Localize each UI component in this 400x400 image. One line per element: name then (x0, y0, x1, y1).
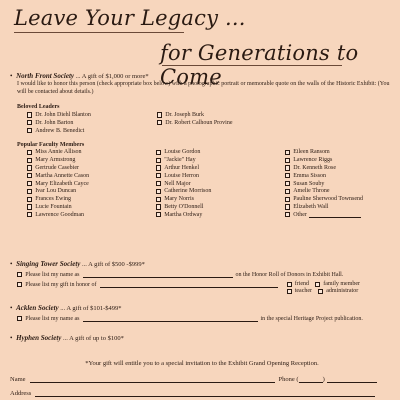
checkbox[interactable] (27, 204, 32, 209)
checkbox[interactable] (285, 197, 290, 202)
checkbox[interactable] (156, 189, 161, 194)
faculty-column-2 (156, 149, 279, 219)
faculty-option[interactable]: Martha Annette Cason (27, 172, 150, 180)
faculty-option[interactable]: Pauline Sherwood Townsend (285, 195, 400, 203)
bullet-icon: • (10, 72, 13, 80)
phone-input[interactable] (327, 376, 377, 383)
faculty-option[interactable]: Miss Annie Allison (27, 149, 150, 157)
phone-label: Phone ( (278, 376, 299, 383)
name-phone-row (10, 376, 394, 383)
checkbox[interactable] (285, 150, 290, 155)
checkbox[interactable] (157, 112, 162, 117)
leader-option[interactable]: Dr. John Diehl Blanton (27, 111, 157, 119)
acklen-section (10, 304, 394, 323)
checkbox[interactable] (287, 289, 292, 294)
checkbox[interactable] (285, 212, 290, 217)
faculty-option[interactable]: Lucie Fountain (27, 203, 150, 211)
address-row (10, 390, 394, 397)
faculty-option[interactable]: Louise Herron (156, 172, 279, 180)
faculty-option[interactable]: Martha Ordway (156, 211, 279, 219)
checkbox[interactable] (285, 189, 290, 194)
faculty-label: Popular Faculty Members (17, 141, 85, 148)
faculty-option[interactable]: Lawrence Goodman (27, 211, 150, 219)
faculty-option[interactable]: Catherine Morrison (156, 188, 279, 196)
hyphen-section (10, 334, 394, 343)
headline-underline-2 (162, 65, 342, 66)
checkbox[interactable] (156, 173, 161, 178)
address-label: Address (10, 390, 32, 397)
leader-option[interactable]: Dr. Robert Calhoun Provine (157, 119, 317, 127)
checkbox[interactable] (27, 120, 32, 125)
faculty-option[interactable]: Ivar Lou Duncan (27, 188, 150, 196)
beloved-leaders-label: Beloved Leaders (17, 104, 60, 111)
bullet-icon: • (10, 334, 13, 342)
checkbox[interactable] (27, 150, 32, 155)
faculty-option[interactable]: "Jackie" Hay (156, 156, 279, 164)
area-code-input[interactable] (299, 376, 323, 383)
name-label: Name (10, 376, 26, 383)
faculty-column-3 (285, 149, 400, 219)
north-front-title: North Front Society (16, 72, 75, 80)
faculty-option[interactable]: Amelie Throne (285, 188, 400, 196)
faculty-option[interactable]: Other (285, 211, 400, 219)
beloved-leaders-grid (27, 111, 394, 134)
singing-tower-option-2: Please list my gift in honor of friend family member teacher administrator (10, 281, 394, 295)
bullet-icon: • (10, 304, 13, 312)
checkbox[interactable] (156, 150, 161, 155)
faculty-option[interactable]: Eileen Ransom (285, 149, 400, 157)
checkbox[interactable] (27, 181, 32, 186)
checkbox[interactable] (285, 158, 290, 163)
checkbox[interactable] (285, 173, 290, 178)
reception-note: *Your gift will entitle you to a special invitation to the Exhibit Grand Opening Reception. (85, 360, 319, 367)
option-administrator[interactable]: administrator (318, 288, 358, 295)
acklen-option-1[interactable]: Please list my name as in the special Heritage Project publication. (10, 315, 394, 323)
singing-tower-option-1[interactable]: Please list my name as on the Honor Roll of Donors in Exhibit Hall. (10, 271, 394, 279)
checkbox[interactable] (27, 197, 32, 202)
bullet-icon: • (10, 260, 13, 268)
checkbox[interactable] (287, 282, 292, 287)
faculty-option[interactable]: Betty O'Donnell (156, 203, 279, 211)
north-front-section (10, 72, 394, 219)
checkbox[interactable] (27, 189, 32, 194)
checkbox[interactable] (156, 165, 161, 170)
north-front-description: I would like to honor this person (check appropriate box below) with a photographic portrait or memorable quote on the walls of the Historic Exhibit: (You will be contacted about details.) (17, 81, 390, 95)
hyphen-gift: ... A gift of up to $100* (63, 335, 124, 342)
north-front-gift: ... A gift of $1,000 or more* (75, 73, 149, 80)
option-friend[interactable]: friend (287, 281, 310, 288)
acklen-gift: ... A gift of $101-$499* (60, 305, 122, 312)
singing-tower-title: Singing Tower Society (16, 260, 81, 268)
honoree-type-options (287, 281, 361, 295)
faculty-column-1 (27, 149, 150, 219)
leader-option[interactable]: Dr. John Barton (27, 119, 157, 127)
faculty-option[interactable]: Mary Armstrong (27, 156, 150, 164)
headline-underline-1 (14, 32, 184, 33)
checkbox[interactable] (27, 128, 32, 133)
singing-tower-section (10, 260, 394, 295)
checkbox[interactable] (156, 158, 161, 163)
checkbox[interactable] (27, 158, 32, 163)
checkbox[interactable] (285, 165, 290, 170)
checkbox[interactable] (17, 282, 22, 287)
address-input[interactable] (35, 390, 375, 397)
phone-close: ) (322, 376, 325, 383)
checkbox[interactable] (285, 204, 290, 209)
singing-tower-gift: ... A gift of $500 -$999* (82, 261, 145, 268)
checkbox[interactable] (156, 212, 161, 217)
checkbox[interactable] (27, 112, 32, 117)
faculty-option[interactable]: Louise Gordon (156, 149, 279, 157)
faculty-option[interactable]: Arthur Henkel (156, 164, 279, 172)
faculty-option[interactable]: Susan Souby (285, 180, 400, 188)
faculty-option[interactable]: Dr. Kenneth Rose (285, 164, 400, 172)
option-family-member[interactable]: family member (315, 281, 360, 288)
checkbox[interactable] (17, 316, 22, 321)
faculty-option[interactable]: Mary Elizabeth Cayce (27, 180, 150, 188)
faculty-option[interactable]: Gertrude Casebier (27, 164, 150, 172)
checkbox[interactable] (156, 181, 161, 186)
faculty-option[interactable]: Frances Ewing (27, 195, 150, 203)
checkbox[interactable] (315, 282, 320, 287)
faculty-grid (27, 149, 394, 219)
faculty-option[interactable]: Elizabeth Wall (285, 203, 400, 211)
checkbox[interactable] (157, 120, 162, 125)
checkbox[interactable] (27, 173, 32, 178)
other-line-input[interactable] (309, 211, 361, 218)
checkbox[interactable] (27, 165, 32, 170)
headline-line2: for Generations to Come (160, 41, 359, 89)
name-input[interactable] (30, 376, 275, 383)
checkbox[interactable] (17, 272, 22, 277)
checkbox[interactable] (27, 212, 32, 217)
faculty-option[interactable]: Nell Major (156, 180, 279, 188)
honoree-line-input[interactable] (100, 281, 278, 288)
checkbox[interactable] (285, 181, 290, 186)
faculty-option[interactable]: Emma Sisson (285, 172, 400, 180)
option-teacher[interactable]: teacher (287, 288, 313, 295)
leader-option[interactable]: Dr. Joseph Burk (157, 111, 317, 119)
leader-option[interactable]: Andrew B. Benedict (27, 127, 157, 135)
faculty-option[interactable]: Mary Norris (156, 195, 279, 203)
checkbox[interactable] (156, 197, 161, 202)
checkbox[interactable] (156, 204, 161, 209)
faculty-option[interactable]: Lawrence Riggs (285, 156, 400, 164)
name-line-input[interactable] (83, 315, 258, 322)
acklen-title: Acklen Society (16, 304, 59, 312)
checkbox[interactable] (318, 289, 323, 294)
name-line-input[interactable] (83, 271, 233, 278)
headline-line1: Leave Your Legacy ... (14, 6, 246, 30)
hyphen-title: Hyphen Society (16, 334, 62, 342)
